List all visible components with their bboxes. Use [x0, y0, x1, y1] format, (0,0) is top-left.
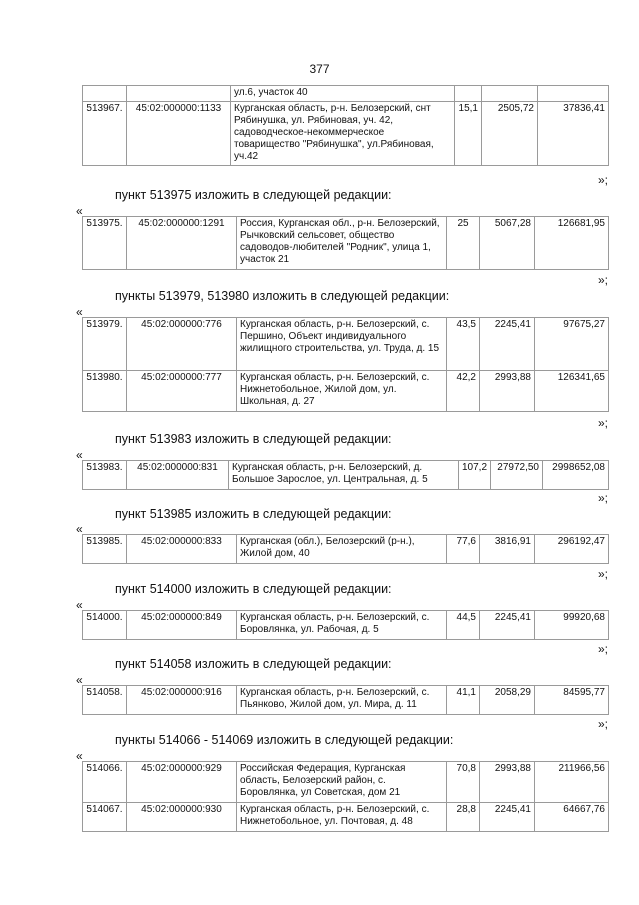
- cadastral-number: 45:02:000000:833: [127, 535, 237, 564]
- property-table: [82, 216, 609, 270]
- close-quote: »;: [597, 273, 608, 287]
- price: 2505,72: [482, 102, 538, 166]
- cadastral-number: 45:02:000000:1291: [127, 217, 237, 270]
- close-quote: »;: [597, 173, 608, 187]
- amendment-heading: пункты 513979, 513980 изложить в следующей редакции:: [115, 289, 450, 303]
- close-quote: »;: [597, 491, 608, 505]
- row-number: 513967.: [83, 102, 127, 166]
- row-number: 513985.: [83, 535, 127, 564]
- open-quote: «: [76, 673, 83, 687]
- table-row: [83, 461, 609, 490]
- value: 126681,95: [535, 217, 609, 270]
- amendment-heading: пункты 514066 - 514069 изложить в следующей редакции:: [115, 733, 454, 747]
- price: 2245,41: [480, 803, 535, 832]
- close-quote: »;: [597, 717, 608, 731]
- open-quote: «: [76, 749, 83, 763]
- address: Россия, Курганская обл., р-н. Белозерский, Рычковский сельсовет, общество садоводов-любителей "Родник", улица 1, участок 21: [237, 217, 447, 270]
- open-quote: «: [76, 522, 83, 536]
- price: 2993,88: [480, 371, 535, 412]
- value: 37836,41: [538, 102, 609, 166]
- property-table: [82, 85, 609, 166]
- table-row: [83, 318, 609, 371]
- area: 77,6: [447, 535, 480, 564]
- property-table: [82, 460, 609, 490]
- cadastral-number: 45:02:000000:929: [127, 762, 237, 803]
- cadastral-number: 45:02:000000:849: [127, 611, 237, 640]
- price: 27972,50: [491, 461, 543, 490]
- address: Курганская область, р-н. Белозерский, с. Нижнетобольное, Жилой дом, ул. Школьная, д. 27: [237, 371, 447, 412]
- area: 28,8: [447, 803, 480, 832]
- close-quote: »;: [597, 567, 608, 581]
- value: 211966,56: [535, 762, 609, 803]
- row-number: 514058.: [83, 686, 127, 715]
- table-row: [83, 803, 609, 832]
- amendment-heading: пункт 514058 изложить в следующей редакции:: [115, 657, 392, 671]
- address: Курганская область, р-н. Белозерский, с. Нижнетобольное, ул. Почтовая, д. 48: [237, 803, 447, 832]
- amendment-heading: пункт 514000 изложить в следующей редакции:: [115, 582, 392, 596]
- cadastral-number: 45:02:000000:930: [127, 803, 237, 832]
- row-number: 513980.: [83, 371, 127, 412]
- cadastral-number: 45:02:000000:1133: [127, 102, 231, 166]
- value: 2998652,08: [543, 461, 609, 490]
- address: Курганская область, р-н. Белозерский, с. Першино, Объект индивидуального жилищного строительства, ул. Труда, д. 15: [237, 318, 447, 371]
- value: 126341,65: [535, 371, 609, 412]
- amendment-heading: пункт 513985 изложить в следующей редакции:: [115, 507, 392, 521]
- area: 43,5: [447, 318, 480, 371]
- row-number: 514000.: [83, 611, 127, 640]
- area: [455, 86, 482, 102]
- price: 2245,41: [480, 611, 535, 640]
- property-table: [82, 685, 609, 715]
- area: 44,5: [447, 611, 480, 640]
- open-quote: «: [76, 305, 83, 319]
- area: 107,2: [459, 461, 491, 490]
- row-number: [83, 86, 127, 102]
- cadastral-number: [127, 86, 231, 102]
- cadastral-number: 45:02:000000:916: [127, 686, 237, 715]
- open-quote: «: [76, 204, 83, 218]
- property-table: [82, 317, 609, 412]
- open-quote: «: [76, 598, 83, 612]
- amendment-heading: пункт 513983 изложить в следующей редакции:: [115, 432, 392, 446]
- price: 5067,28: [480, 217, 535, 270]
- cadastral-number: 45:02:000000:776: [127, 318, 237, 371]
- row-number: 514066.: [83, 762, 127, 803]
- close-quote: »;: [597, 416, 608, 430]
- area: 25: [447, 217, 480, 270]
- value: 296192,47: [535, 535, 609, 564]
- table-row: [83, 762, 609, 803]
- address: Курганская область, р-н. Белозерский, с. Боровлянка, ул. Рабочая, д. 5: [237, 611, 447, 640]
- close-quote: »;: [597, 642, 608, 656]
- area: 42,2: [447, 371, 480, 412]
- address: Российская Федерация, Курганская область, Белозерский район, с. Боровлянка, ул Советская, дом 21: [237, 762, 447, 803]
- cadastral-number: 45:02:000000:831: [127, 461, 229, 490]
- price: [482, 86, 538, 102]
- address: Курганская область, р-н. Белозерский, снт Рябинушка, ул. Рябиновая, уч. 42, садоводческое-некоммерческое товарищество "Рябинушка", ул.Рябиновая, уч.42: [231, 102, 455, 166]
- property-table: [82, 534, 609, 564]
- row-number: 513975.: [83, 217, 127, 270]
- page-number: 377: [309, 62, 330, 76]
- table-row: [83, 535, 609, 564]
- value: [538, 86, 609, 102]
- area: 41,1: [447, 686, 480, 715]
- address: Курганская область, р-н. Белозерский, д. Большое Зарослое, ул. Центральная, д. 5: [229, 461, 459, 490]
- row-number: 514067.: [83, 803, 127, 832]
- address: Курганская (обл.), Белозерский (р-н.), Жилой дом, 40: [237, 535, 447, 564]
- table-row: [83, 217, 609, 270]
- table-row: [83, 371, 609, 412]
- table-row: [83, 686, 609, 715]
- area: 15,1: [455, 102, 482, 166]
- property-table: [82, 610, 609, 640]
- price: 2058,29: [480, 686, 535, 715]
- table-row: [83, 102, 609, 166]
- open-quote: «: [76, 448, 83, 462]
- area: 70,8: [447, 762, 480, 803]
- address: ул.6, участок 40: [231, 86, 455, 102]
- table-row: [83, 611, 609, 640]
- row-number: 513979.: [83, 318, 127, 371]
- value: 84595,77: [535, 686, 609, 715]
- row-number: 513983.: [83, 461, 127, 490]
- price: 2245,41: [480, 318, 535, 371]
- address: Курганская область, р-н. Белозерский, с. Пьянково, Жилой дом, ул. Мира, д. 11: [237, 686, 447, 715]
- value: 64667,76: [535, 803, 609, 832]
- value: 99920,68: [535, 611, 609, 640]
- amendment-heading: пункт 513975 изложить в следующей редакции:: [115, 188, 392, 202]
- property-table: [82, 761, 609, 832]
- price: 3816,91: [480, 535, 535, 564]
- price: 2993,88: [480, 762, 535, 803]
- value: 97675,27: [535, 318, 609, 371]
- table-row: [83, 86, 609, 102]
- cadastral-number: 45:02:000000:777: [127, 371, 237, 412]
